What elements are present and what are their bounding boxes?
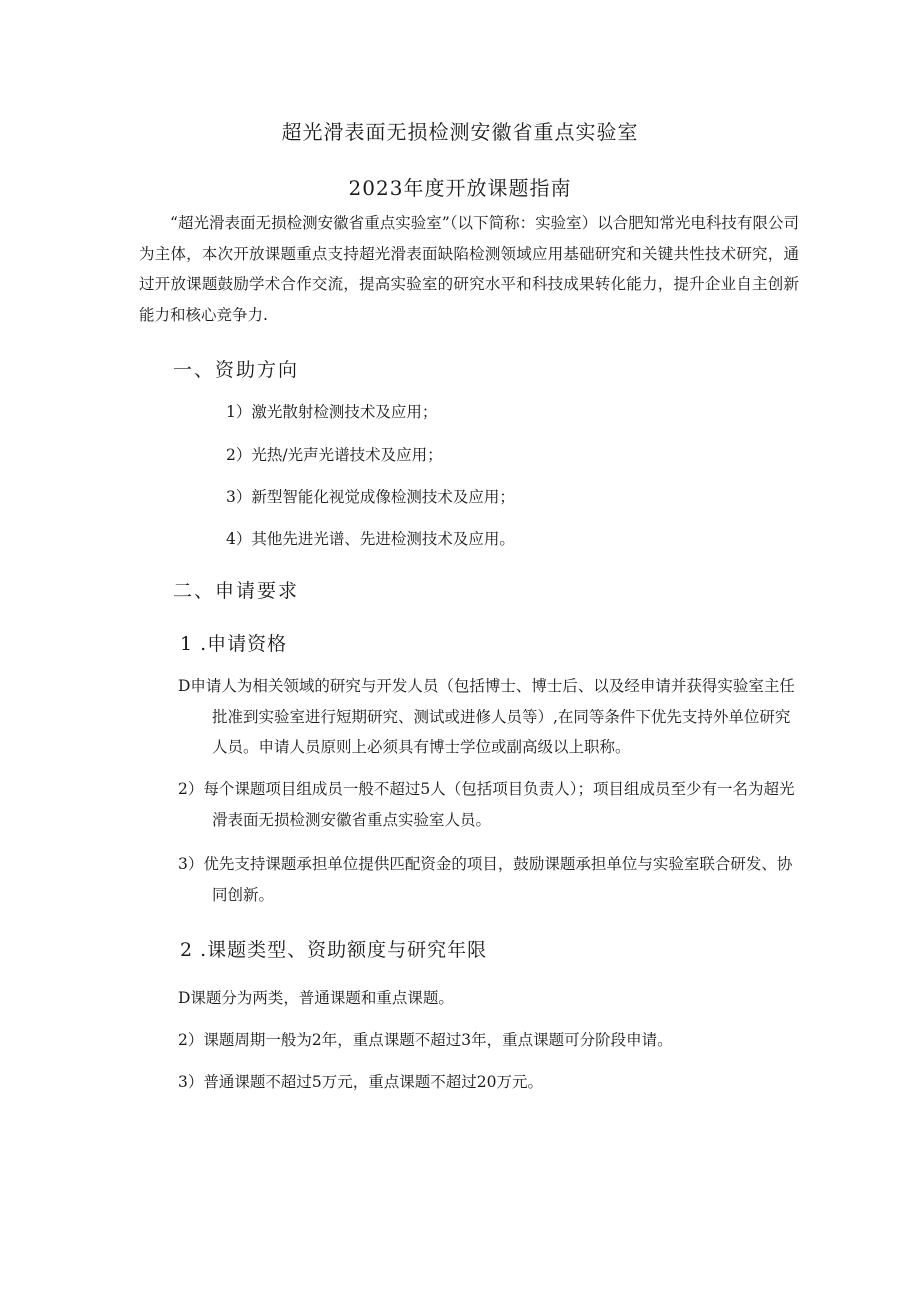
project-type-item-2: 2）课题周期一般为2年，重点课题不超过3年，重点课题可分阶段申请。: [178, 1031, 673, 1049]
eligibility-item-3: 3）优先支持课题承担单位提供匹配资金的项目，鼓励课题承担单位与实验室联合研发、协同创新。: [178, 855, 793, 904]
document-subtitle: 2023年度开放课题指南: [348, 176, 572, 200]
funding-item-1: 1）激光散射检测技术及应用；: [226, 403, 438, 421]
subsection-heading-project-types: 2 .课题类型、资助额度与研究年限: [180, 939, 488, 961]
section-heading-requirements: 二、申请要求: [173, 580, 300, 602]
document-title: 超光滑表面无损检测安徽省重点实验室: [281, 120, 639, 144]
project-type-item-3: 3）普通课题不超过5万元，重点课题不超过20万元。: [178, 1073, 543, 1091]
eligibility-item-1: D申请人为相关领域的研究与开发人员（包括博士、博士后、以及经申请并获得实验室主任批准到实验室进行短期研究、测试或进修人员等）,在同等条件下优先支持外单位研究人员。申请人员原则上必须具有博士学位或副高级以上职称。: [178, 677, 795, 756]
intro-paragraph: “超光滑表面无损检测安徽省重点实验室”（以下简称：实验室）以合肥知常光电科技有限公司为主体，本次开放课题重点支持超光滑表面缺陷检测领域应用基础研究和关键共性技术研究，通过开放课题鼓励学术合作交流，提高实验室的研究水平和科技成果转化能力，提升企业自主创新能力和核心竞争力.: [139, 214, 799, 324]
eligibility-item-2: 2）每个课题项目组成员一般不超过5人（包括项目负责人）；项目组成员至少有一名为超光滑表面无损检测安徽省重点实验室人员。: [178, 780, 795, 829]
project-type-item-1: D课题分为两类，普通课题和重点课题。: [178, 989, 454, 1007]
section-heading-funding-direction: 一、资助方向: [173, 359, 300, 381]
subsection-heading-eligibility: 1 .申请资格: [180, 633, 288, 655]
funding-item-2: 2）光热/光声光谱技术及应用；: [226, 446, 443, 464]
funding-item-4: 4）其他先进光谱、先进检测技术及应用。: [226, 530, 515, 548]
funding-item-3: 3）新型智能化视觉成像检测技术及应用；: [226, 488, 515, 506]
